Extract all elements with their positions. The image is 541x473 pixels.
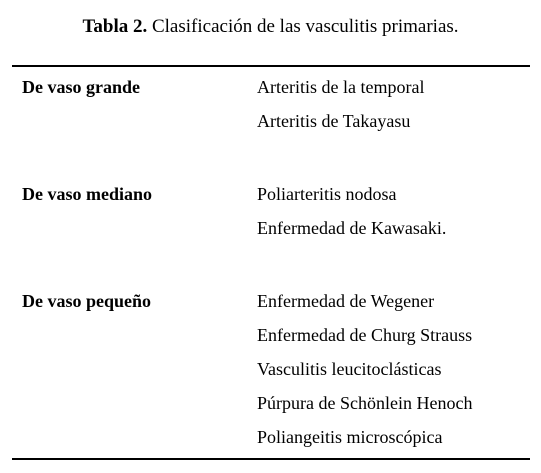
- list-item: Arteritis de Takayasu: [257, 111, 411, 131]
- group-medium-vessel: [22, 177, 530, 245]
- group-large-vessel: [22, 70, 530, 138]
- item-list: [257, 177, 530, 245]
- list-item: Enfermedad de Churg Strauss: [257, 325, 473, 345]
- caption-text: Clasificación de las vasculitis primarias.: [151, 16, 459, 37]
- table-caption: [0, 14, 541, 40]
- item-list: [257, 70, 530, 138]
- list-item: Púrpura de Schönlein Henoch: [257, 393, 473, 413]
- caption-label: Tabla 2.: [82, 16, 148, 37]
- item-list: [257, 284, 530, 454]
- list-item: Enfermedad de Kawasaki.: [257, 218, 447, 238]
- list-item: Poliangeitis microscópica: [257, 427, 443, 447]
- category-label: De vaso grande: [22, 77, 140, 97]
- table-top-rule: [12, 65, 530, 67]
- list-item: Arteritis de la temporal: [257, 77, 425, 97]
- list-item: Poliarteritis nodosa: [257, 184, 397, 204]
- table-bottom-rule: [12, 458, 530, 460]
- classification-table: [22, 70, 530, 454]
- list-item: Vasculitis leucitoclásticas: [257, 359, 442, 379]
- group-small-vessel: [22, 284, 530, 454]
- category-label: De vaso pequeño: [22, 291, 152, 311]
- list-item: Enfermedad de Wegener: [257, 291, 435, 311]
- category-label: De vaso mediano: [22, 184, 152, 204]
